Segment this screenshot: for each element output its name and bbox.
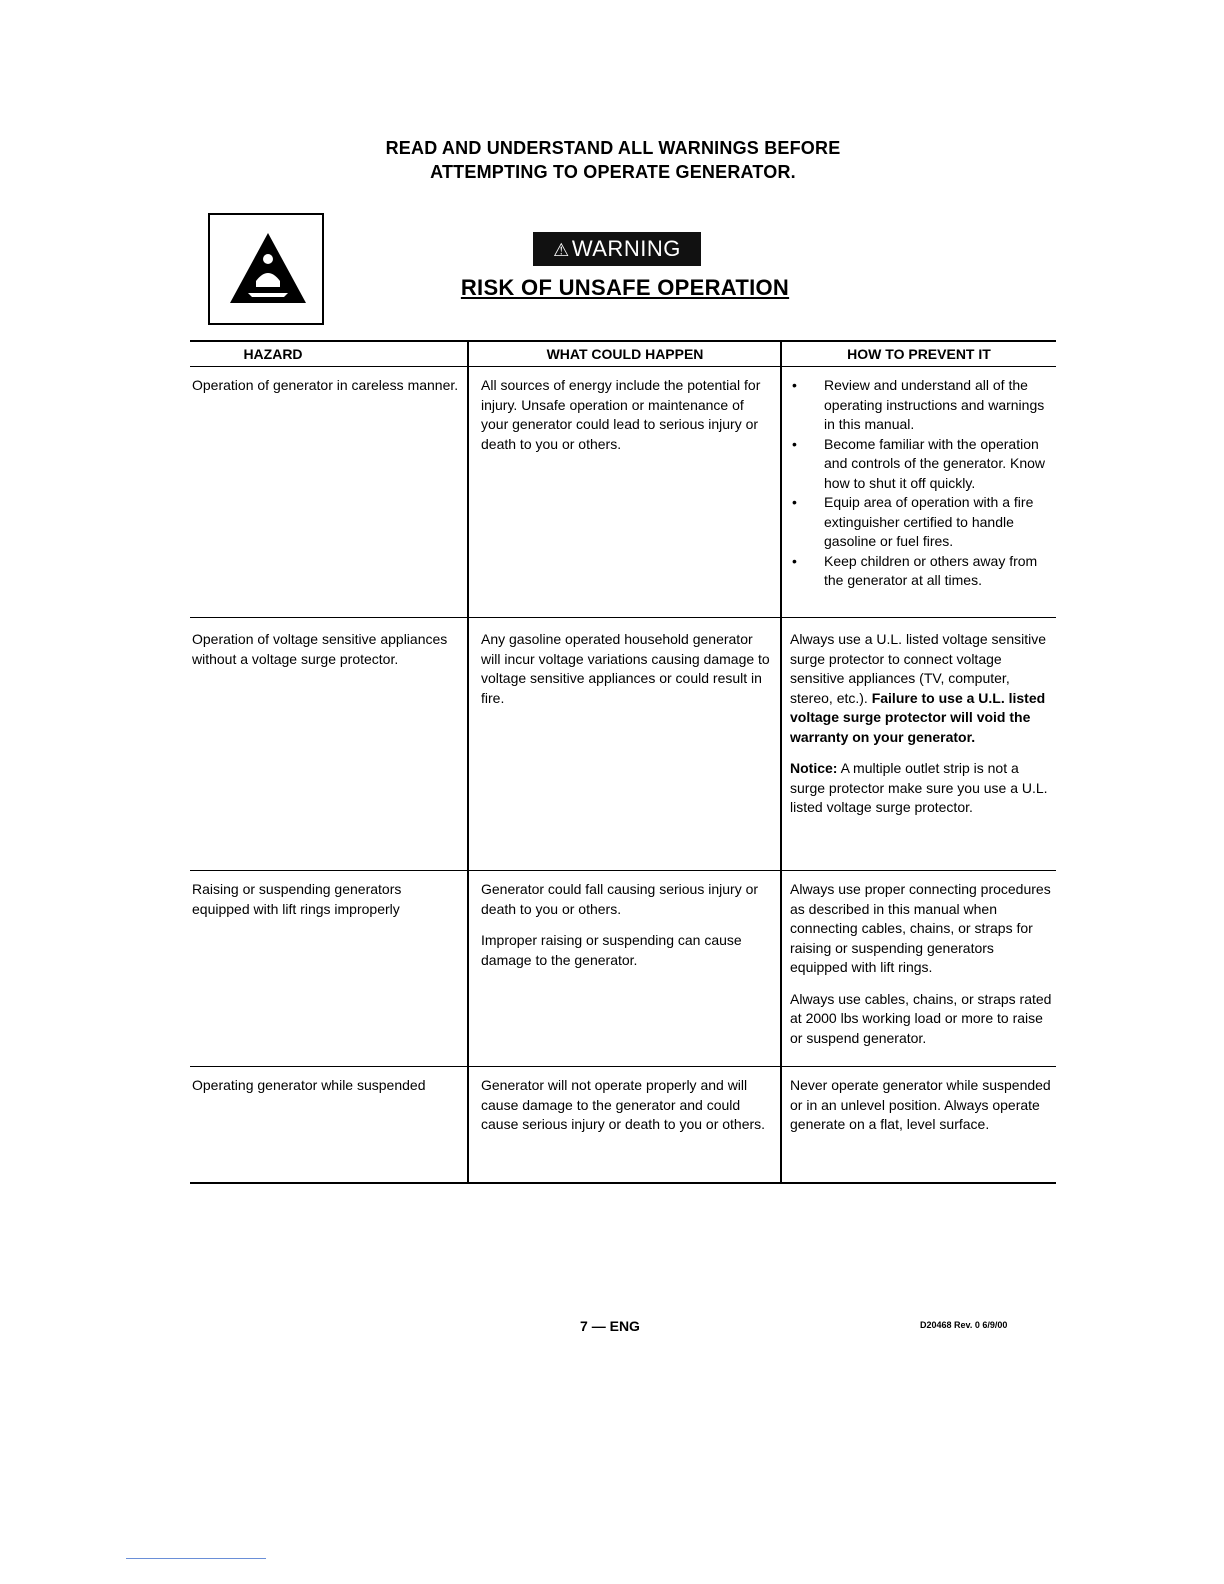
notice-label: Notice:	[790, 760, 838, 776]
prevent-cell	[790, 630, 1054, 830]
hazard-cell: Operation of generator in careless manner.	[192, 377, 459, 393]
personal-injury-warning-triangle-icon	[228, 229, 308, 309]
what-text: Improper raising or suspending can cause damage to the generator.	[481, 932, 742, 968]
what-cell	[481, 630, 771, 720]
prevent-text-regular: Always use a U.L. listed voltage sensitive surge protector to connect voltage sensitive appliances (TV, computer, stereo, etc.).	[790, 631, 1047, 706]
what-text: Generator will not operate properly and will cause damage to the generator and could cause serious injury or death to you or others.	[481, 1077, 766, 1132]
signal-word: WARNING	[571, 236, 681, 261]
warning-signal-panel	[533, 232, 701, 266]
heading-line-2: ATTEMPTING TO OPERATE GENERATOR.	[430, 162, 796, 182]
heading-line-1: READ AND UNDERSTAND ALL WARNINGS BEFORE	[385, 138, 841, 158]
alert-triangle-icon: ⚠	[553, 240, 570, 260]
prevent-text: Always use proper connecting procedures as described in this manual when connecting cables, chains, or straps for raising or suspending generators equipped with lift rings.	[790, 881, 1051, 975]
row-divider	[190, 617, 1056, 618]
page-heading	[300, 136, 926, 184]
row-divider	[190, 870, 1056, 871]
prevent-cell	[790, 1076, 1054, 1147]
table-bottom-rule	[190, 1182, 1056, 1184]
document-code: D20468 Rev. 0 6/9/00	[920, 1320, 1008, 1330]
prevent-text: Never operate generator while suspended or in an unlevel position. Always operate generate on a flat, level surface.	[790, 1077, 1051, 1132]
safety-symbol-box	[208, 213, 324, 325]
prevent-text: Always use cables, chains, or straps rated at 2000 lbs working load or more to raise or suspend generator.	[790, 990, 1052, 1046]
column-divider	[467, 340, 469, 1182]
what-text: Any gasoline operated household generator will incur voltage variations causing damage to voltage sensitive appliances or could result in fire.	[481, 631, 770, 706]
what-text: Generator could fall causing serious injury or death to you or others.	[481, 881, 759, 917]
header-what-could-happen: WHAT COULD HAPPEN	[546, 346, 704, 362]
hazard-cell: Raising or suspending generators equipped with lift rings improperly	[192, 881, 402, 917]
column-divider	[780, 340, 782, 1182]
what-cell	[481, 880, 771, 982]
notice-text	[790, 759, 1054, 818]
prevent-bullet: • Keep children or others away from the generator at all times.	[790, 552, 1054, 591]
what-cell	[481, 1076, 771, 1147]
prevent-cell	[790, 880, 1054, 1060]
hazard-cell: Operation of voltage sensitive appliances without a voltage surge protector.	[192, 631, 448, 667]
page-number: 7 — ENG	[580, 1318, 640, 1334]
row-divider	[190, 1066, 1056, 1067]
what-cell	[481, 376, 771, 466]
what-text: All sources of energy include the potential for injury. Unsafe operation or maintenance of your generator could lead to serious injury or death to you or others.	[481, 377, 761, 452]
prevent-bullet: • Equip area of operation with a fire extinguisher certified to handle gasoline or fuel fires.	[790, 493, 1054, 552]
scan-edge-line	[126, 1558, 266, 1559]
prevent-list	[790, 376, 1054, 591]
hazard-cell: Operating generator while suspended	[192, 1077, 426, 1093]
prevent-bullet: • Review and understand all of the operating instructions and warnings in this manual.	[790, 376, 1054, 435]
table-top-rule	[190, 340, 1056, 342]
prevent-text	[790, 630, 1054, 747]
header-rule	[190, 366, 1056, 367]
risk-title: RISK OF UNSAFE OPERATION	[460, 275, 790, 300]
prevent-bullet: • Become familiar with the operation and controls of the generator. Know how to shut it off quickly.	[790, 435, 1054, 494]
header-how-to-prevent: HOW TO PREVENT IT	[847, 346, 991, 362]
prevent-text-bold: Failure to use a U.L. listed voltage surge protector will void the warranty on your generator.	[790, 689, 1046, 745]
notice-body: A multiple outlet strip is not a surge protector make sure you use a U.L. listed voltage surge protector.	[790, 760, 1048, 815]
prevent-cell	[790, 376, 1054, 591]
header-hazard: HAZARD	[243, 346, 303, 362]
